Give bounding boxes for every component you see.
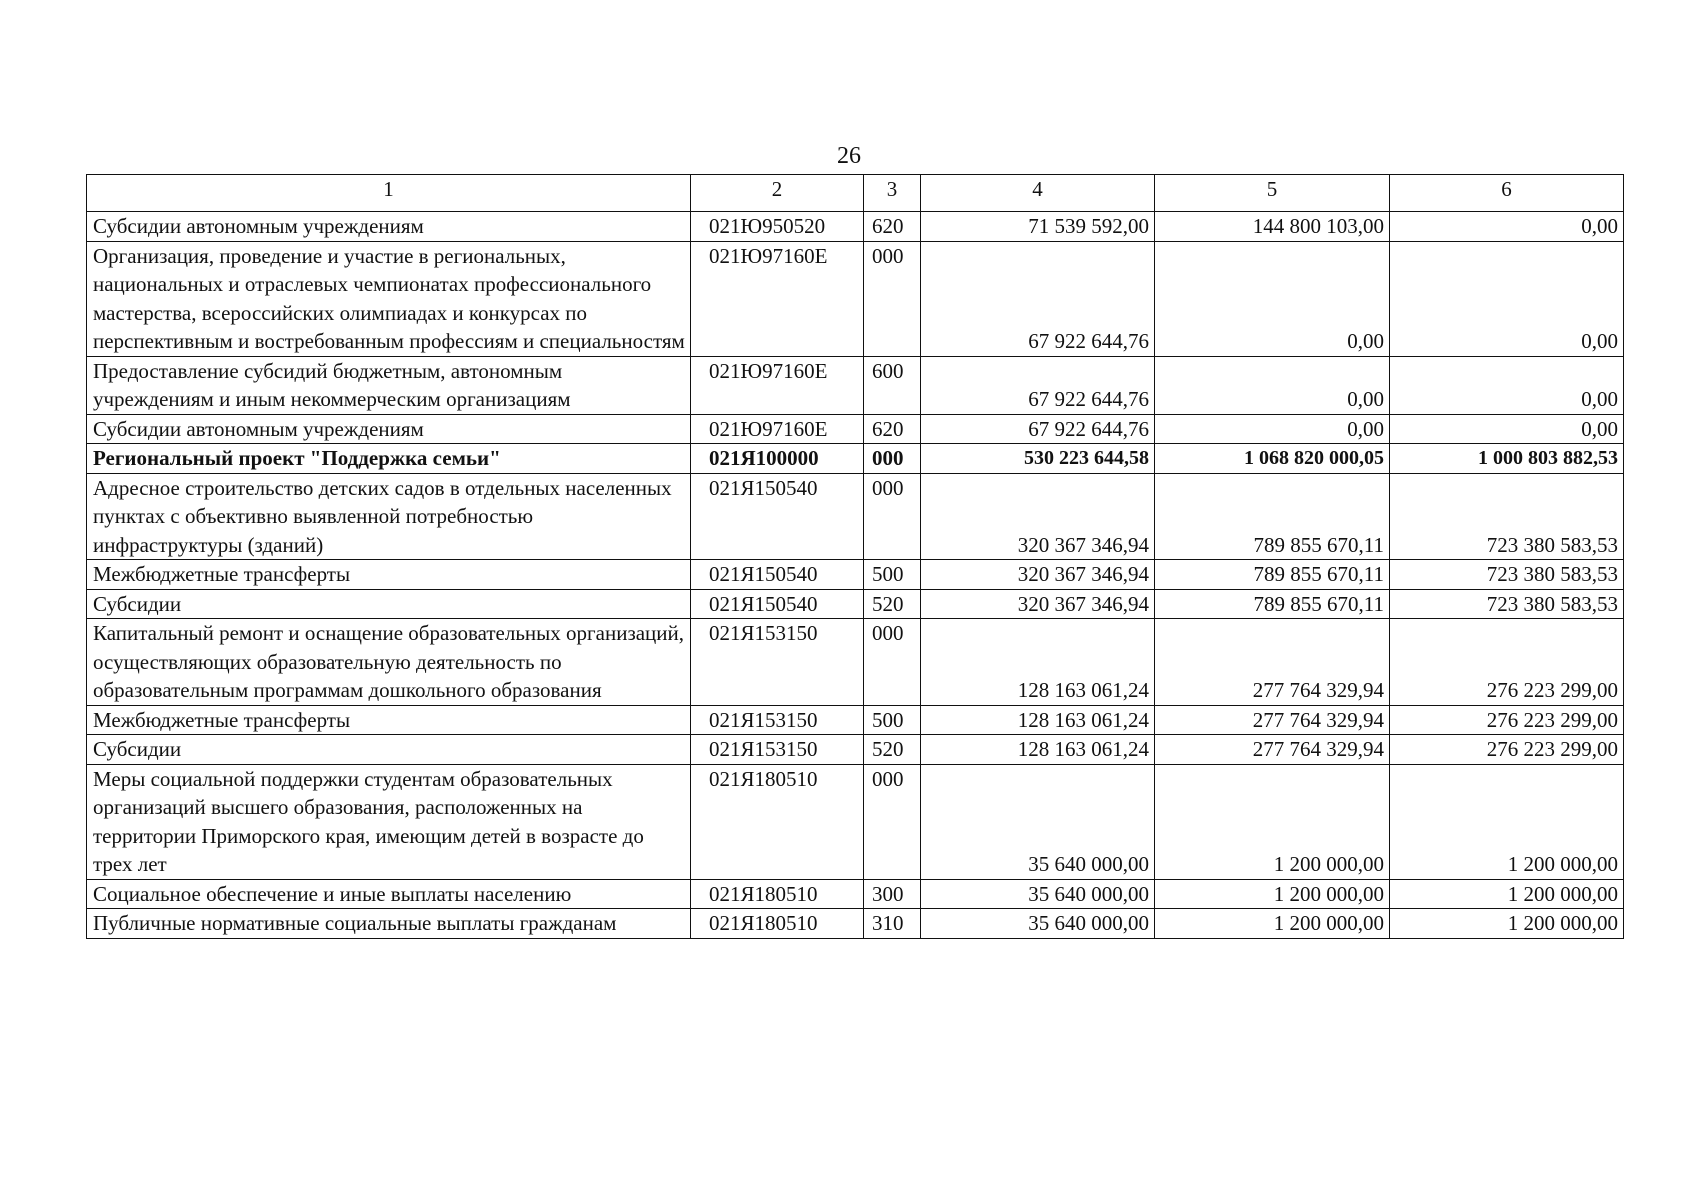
row-expense-type: 000 [864,444,921,474]
budget-table [86,174,1624,939]
row-value-col6: 0,00 [1390,241,1624,356]
row-expense-type: 000 [864,619,921,706]
table-row [87,473,1624,560]
row-value-col6: 0,00 [1390,414,1624,444]
row-expense-type: 310 [864,909,921,939]
table-row [87,212,1624,242]
row-code: 021Я153150 [691,619,864,706]
row-value-col6: 276 223 299,00 [1390,735,1624,765]
row-code: 021Я150540 [691,473,864,560]
row-value-col4: 35 640 000,00 [921,879,1155,909]
row-value-col6: 1 000 803 882,53 [1390,444,1624,474]
row-code: 021Я180510 [691,764,864,879]
row-value-col5: 0,00 [1155,414,1390,444]
column-header: 1 [87,175,691,212]
row-value-col4: 530 223 644,58 [921,444,1155,474]
row-value-col4: 35 640 000,00 [921,909,1155,939]
row-value-col5: 1 200 000,00 [1155,909,1390,939]
row-value-col5: 277 764 329,94 [1155,619,1390,706]
row-value-col5: 0,00 [1155,356,1390,414]
row-value-col4: 67 922 644,76 [921,414,1155,444]
row-code: 021Ю97160Е [691,356,864,414]
row-code: 021Ю97160Е [691,414,864,444]
row-value-col4: 67 922 644,76 [921,356,1155,414]
row-value-col5: 0,00 [1155,241,1390,356]
table-row [87,764,1624,879]
row-name: Межбюджетные трансферты [87,560,691,590]
row-code: 021Я180510 [691,909,864,939]
row-expense-type: 600 [864,356,921,414]
row-code: 021Я153150 [691,705,864,735]
table-row [87,414,1624,444]
row-code: 021Я153150 [691,735,864,765]
column-header: 4 [921,175,1155,212]
row-value-col6: 276 223 299,00 [1390,705,1624,735]
table-row [87,589,1624,619]
column-header: 3 [864,175,921,212]
row-expense-type: 500 [864,560,921,590]
row-value-col4: 320 367 346,94 [921,589,1155,619]
row-expense-type: 520 [864,589,921,619]
row-name: Капитальный ремонт и оснащение образовательных организаций, осуществляющих образовательную деятельность по образовательным программам дошкольного образования [87,619,691,706]
row-code: 021Я150540 [691,589,864,619]
page-number: 26 [837,143,861,169]
row-expense-type: 620 [864,414,921,444]
row-name: Социальное обеспечение и иные выплаты населению [87,879,691,909]
row-name: Субсидии [87,589,691,619]
row-value-col4: 71 539 592,00 [921,212,1155,242]
row-name: Межбюджетные трансферты [87,705,691,735]
row-name: Региональный проект "Поддержка семьи" [87,444,691,474]
table-row [87,879,1624,909]
row-code: 021Я150540 [691,560,864,590]
row-value-col4: 128 163 061,24 [921,705,1155,735]
row-value-col5: 277 764 329,94 [1155,705,1390,735]
row-expense-type: 000 [864,473,921,560]
row-expense-type: 000 [864,764,921,879]
row-name: Субсидии автономным учреждениям [87,212,691,242]
row-code: 021Я180510 [691,879,864,909]
row-expense-type: 500 [864,705,921,735]
row-value-col5: 277 764 329,94 [1155,735,1390,765]
row-value-col5: 1 200 000,00 [1155,764,1390,879]
table-row [87,705,1624,735]
table-row [87,356,1624,414]
row-value-col5: 789 855 670,11 [1155,589,1390,619]
row-expense-type: 300 [864,879,921,909]
table-row [87,241,1624,356]
row-value-col6: 1 200 000,00 [1390,879,1624,909]
row-name: Меры социальной поддержки студентам образовательных организаций высшего образования, расположенных на территории Приморского края, имеющим детей в возрасте до трех лет [87,764,691,879]
row-expense-type: 520 [864,735,921,765]
row-value-col5: 1 200 000,00 [1155,879,1390,909]
row-value-col4: 128 163 061,24 [921,619,1155,706]
row-value-col5: 144 800 103,00 [1155,212,1390,242]
row-value-col6: 723 380 583,53 [1390,589,1624,619]
table-row [87,560,1624,590]
row-name: Предоставление субсидий бюджетным, автономным учреждениям и иным некоммерческим организациям [87,356,691,414]
row-value-col6: 0,00 [1390,212,1624,242]
row-name: Адресное строительство детских садов в отдельных населенных пунктах с объективно выявленной потребностью инфраструктуры (зданий) [87,473,691,560]
table-row [87,619,1624,706]
row-name: Субсидии автономным учреждениям [87,414,691,444]
row-value-col6: 0,00 [1390,356,1624,414]
row-value-col5: 789 855 670,11 [1155,560,1390,590]
row-value-col4: 35 640 000,00 [921,764,1155,879]
row-name: Организация, проведение и участие в региональных, национальных и отраслевых чемпионатах профессионального мастерства, всероссийских олимпиадах и конкурсах по перспективным и востребованным профессиям и специальностям [87,241,691,356]
row-value-col5: 1 068 820 000,05 [1155,444,1390,474]
row-expense-type: 620 [864,212,921,242]
row-code: 021Ю97160Е [691,241,864,356]
table-row-project [87,444,1624,474]
row-value-col6: 1 200 000,00 [1390,909,1624,939]
row-code: 021Я100000 [691,444,864,474]
row-value-col5: 789 855 670,11 [1155,473,1390,560]
column-header: 6 [1390,175,1624,212]
row-value-col6: 1 200 000,00 [1390,764,1624,879]
row-value-col6: 723 380 583,53 [1390,560,1624,590]
column-header: 5 [1155,175,1390,212]
row-code: 021Ю950520 [691,212,864,242]
row-value-col4: 128 163 061,24 [921,735,1155,765]
row-expense-type: 000 [864,241,921,356]
row-name: Публичные нормативные социальные выплаты гражданам [87,909,691,939]
row-name: Субсидии [87,735,691,765]
row-value-col4: 320 367 346,94 [921,560,1155,590]
row-value-col6: 723 380 583,53 [1390,473,1624,560]
table-row [87,735,1624,765]
row-value-col4: 67 922 644,76 [921,241,1155,356]
table-header-row [87,175,1624,212]
row-value-col6: 276 223 299,00 [1390,619,1624,706]
column-header: 2 [691,175,864,212]
table-row [87,909,1624,939]
row-value-col4: 320 367 346,94 [921,473,1155,560]
